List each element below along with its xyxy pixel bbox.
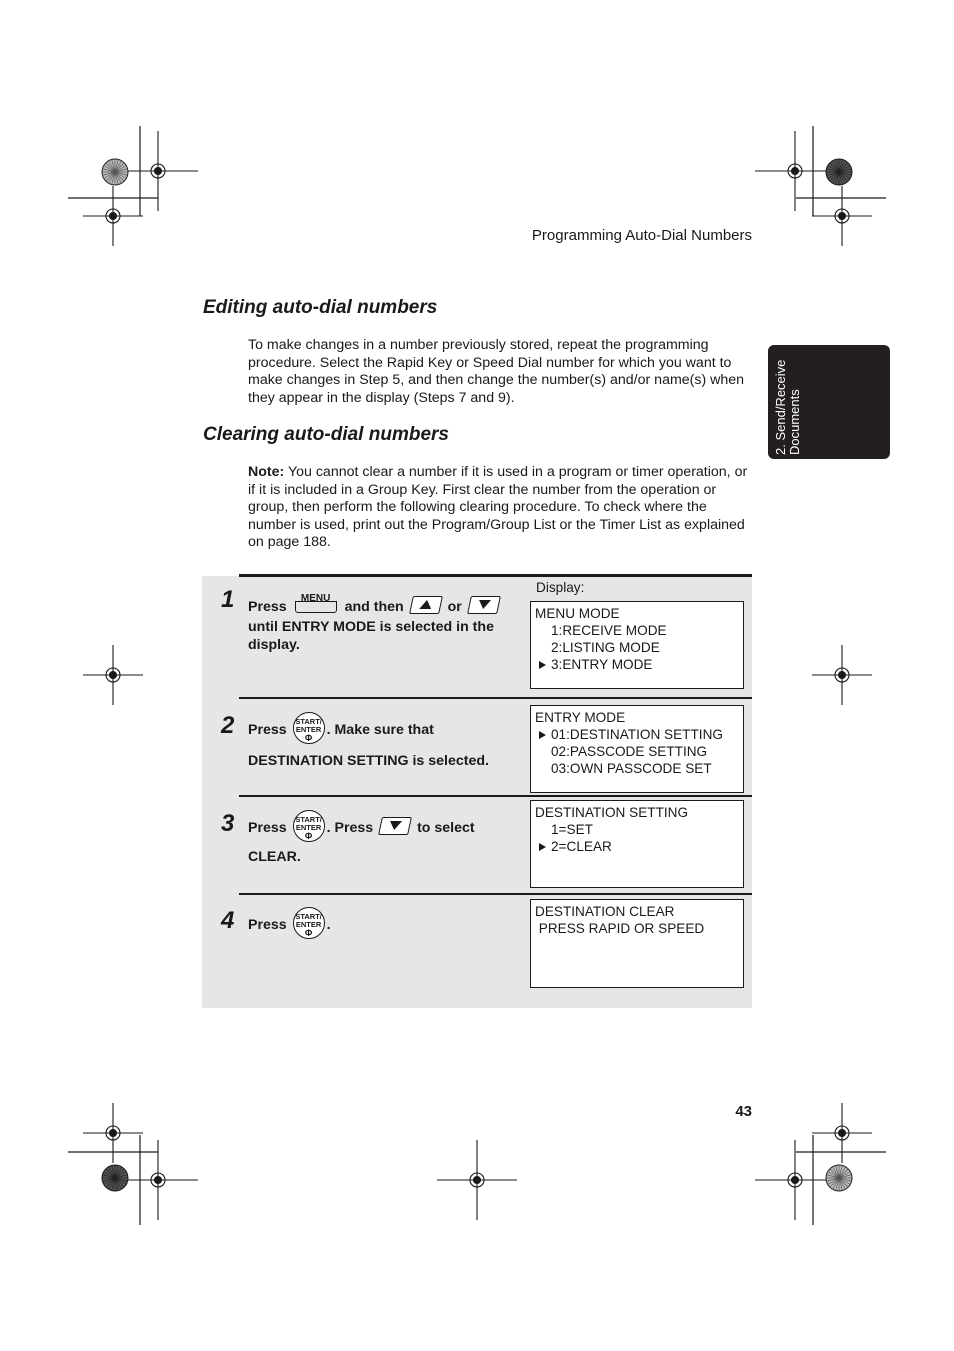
registration-target [118, 131, 198, 211]
step-text-part: . Press [326, 820, 374, 836]
registration-target [83, 645, 143, 705]
step-divider [239, 795, 752, 797]
note-label: Note: [248, 464, 285, 480]
step-text-part: Press [248, 820, 287, 836]
display-label: Display: [536, 580, 585, 595]
panel-top-rule [239, 574, 752, 577]
step-number: 1 [221, 586, 235, 613]
lcd-line: 1=SET [551, 822, 593, 837]
clearing-heading: Clearing auto-dial numbers [203, 424, 449, 445]
step-number: 2 [221, 712, 235, 739]
running-header: Programming Auto-Dial Numbers [531, 227, 752, 244]
step-text-part: Press [248, 917, 287, 933]
note-body: You cannot clear a number if it is used in a program or timer operation, or if it is included in a Group Key. First clear the number from the operation or group, then perform the following clearing procedure. To check where the number is used, print out the Program/Group List or the Timer List as explained on page 188. [248, 464, 748, 551]
step-3-text [248, 810, 518, 866]
lcd-line-selected: 3:ENTRY MODE [535, 656, 743, 673]
color-wheel [826, 1165, 852, 1191]
step-number: 3 [221, 810, 235, 837]
color-wheel [102, 159, 128, 185]
lcd-line: DESTINATION SETTING [535, 805, 689, 820]
registration-target [437, 1140, 517, 1220]
step-2-text [248, 712, 518, 770]
step-text-part: to select [417, 820, 475, 836]
menu-key-label: MENU [300, 593, 331, 604]
clearing-note [248, 464, 748, 552]
lcd-display [530, 800, 744, 888]
chapter-tab-line2: Documents [787, 389, 802, 455]
editing-heading: Editing auto-dial numbers [203, 297, 438, 318]
chapter-tab-line1: 2. Send/Receive [773, 359, 788, 455]
lcd-display [530, 601, 744, 689]
step-text-part: . [326, 917, 331, 933]
start-enter-key-icon: START/ ENTER Φ [293, 712, 325, 744]
start-enter-key-icon: START/ ENTER Φ [293, 810, 325, 842]
color-wheel [102, 1165, 128, 1191]
lcd-line: 2:LISTING MODE [551, 640, 660, 655]
step-text-part: . Make sure that [326, 722, 434, 738]
lcd-line-selected: 01:DESTINATION SETTING [535, 726, 743, 743]
lcd-line: 02:PASSCODE SETTING [551, 744, 708, 759]
step-text-part: DESTINATION SETTING is selected. [248, 753, 489, 769]
registration-target [812, 1103, 872, 1163]
lcd-line: 1:RECEIVE MODE [551, 623, 667, 638]
lcd-line-selected: 2=CLEAR [535, 838, 743, 855]
editing-body: To make changes in a number previously stored, repeat the programming procedure. Select the Rapid Key or Speed Dial number for which you want to make changes in Step 5, and then change the number(s) and/or name(s) when they appear in the display (Steps 7 and 9). [248, 337, 745, 406]
registration-target [83, 1103, 143, 1163]
lcd-line: 03:OWN PASSCODE SET [551, 761, 712, 776]
registration-target [812, 186, 872, 246]
start-enter-key-icon: START/ ENTER Φ [293, 907, 325, 939]
step-text-part: CLEAR. [248, 849, 301, 865]
step-number: 4 [221, 907, 235, 934]
step-text-part: Press [248, 599, 287, 615]
step-1-text [248, 594, 518, 654]
registration-target [755, 131, 835, 211]
page-number: 43 [735, 1103, 752, 1120]
lcd-display [530, 705, 744, 793]
lcd-line: PRESS RAPID OR SPEED [535, 921, 705, 936]
step-text-part: or [447, 599, 462, 615]
step-divider [239, 893, 752, 895]
lcd-line: MENU MODE [535, 606, 620, 621]
chapter-tab [768, 345, 890, 459]
lcd-line: ENTRY MODE [535, 710, 626, 725]
registration-target [83, 186, 143, 246]
lcd-line: DESTINATION CLEAR [535, 904, 675, 919]
step-text-part: until ENTRY MODE is selected in the display. [248, 619, 494, 653]
step-4-text [248, 907, 518, 939]
down-arrow-key-icon [467, 596, 501, 614]
up-arrow-key-icon [409, 596, 443, 614]
lcd-display [530, 899, 744, 988]
step-text-part: Press [248, 722, 287, 738]
registration-target [812, 645, 872, 705]
menu-key-icon [295, 594, 337, 616]
color-wheel [826, 159, 852, 185]
step-text-part: and then [344, 599, 404, 615]
down-arrow-key-icon [378, 817, 412, 835]
step-divider [239, 697, 752, 699]
